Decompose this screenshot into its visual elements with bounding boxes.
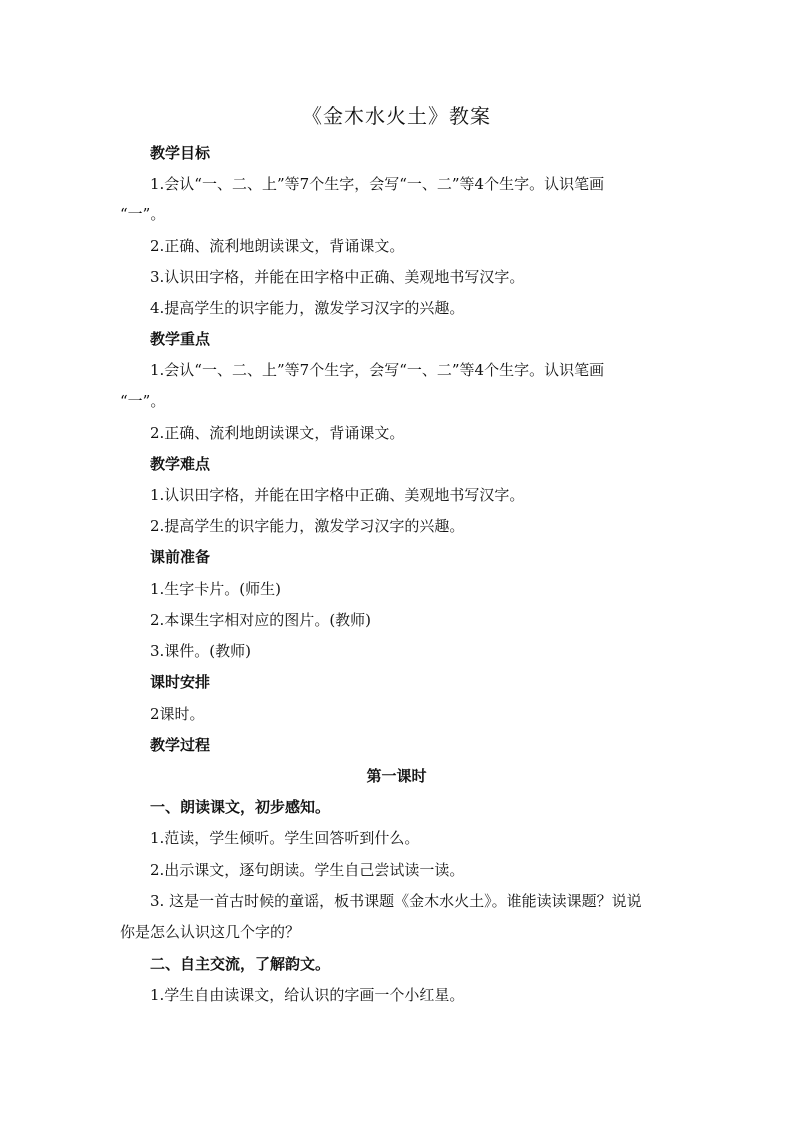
preparation-item-2: 2.本课生字相对应的图片。(教师) [150,611,372,629]
heading-part-1: 一、朗读课文，初步感知。 [150,798,331,816]
difficulties-item-1: 1.认识田字格，并能在田字格中正确、美观地书写汉字。 [150,486,525,504]
heading-part-2: 二、自主交流，了解韵文。 [150,955,331,973]
objectives-item-1-line-1: 1.会认“一、二、上”等7个生字，会写“一、二”等4个生字。认识笔画 [150,175,605,193]
part-1-item-3-line-1: 3. 这是一首古时候的童谣，板书课题《金木水火土》。谁能读读课题？说说 [150,892,642,910]
part-1-item-2: 2.出示课文，逐句朗读。学生自己尝试读一读。 [150,861,465,879]
objectives-item-3: 3.认识田字格，并能在田字格中正确、美观地书写汉字。 [150,268,525,286]
objectives-item-4: 4.提高学生的识字能力，激发学习汉字的兴趣。 [150,299,465,317]
key-points-item-2: 2.正确、流利地朗读课文，背诵课文。 [150,424,405,442]
preparation-item-3: 3.课件。(教师) [150,642,252,660]
part-1-item-1: 1.范读，学生倾听。学生回答听到什么。 [150,829,420,847]
part-1-item-3-line-2: 你是怎么认识这几个字的？ [120,923,301,941]
difficulties-item-2: 2.提高学生的识字能力，激发学习汉字的兴趣。 [150,517,465,535]
lesson-title: 第一课时 [366,767,427,785]
heading-preparation: 课前准备 [150,548,211,566]
heading-process: 教学过程 [150,736,211,754]
heading-key-points: 教学重点 [150,330,211,348]
objectives-item-2: 2.正确、流利地朗读课文，背诵课文。 [150,237,405,255]
key-points-item-1-line-1: 1.会认“一、二、上”等7个生字，会写“一、二”等4个生字。认识笔画 [150,361,605,379]
heading-objectives: 教学目标 [150,144,211,162]
document-title: 《金木水火土》教案 [302,104,491,128]
schedule-text: 2课时。 [150,705,205,723]
key-points-item-1-line-2: “一”。 [120,392,166,410]
objectives-item-1-line-2: “一”。 [120,205,166,223]
part-2-item-1: 1.学生自由读课文，给认识的字画一个小红星。 [150,986,465,1004]
heading-difficulties: 教学难点 [150,455,211,473]
heading-schedule: 课时安排 [150,673,211,691]
preparation-item-1: 1.生字卡片。(师生) [150,580,282,598]
